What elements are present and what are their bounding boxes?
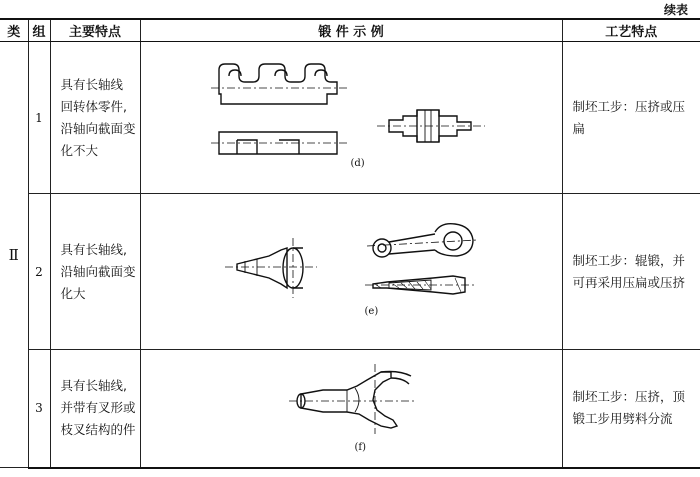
features-line: 沿轴向截面变 xyxy=(60,263,136,279)
process-line: 扁 xyxy=(572,120,586,136)
forging-figure-d xyxy=(141,42,563,194)
features-line: 并带有叉形或 xyxy=(60,400,136,416)
figure-label: (d) xyxy=(350,158,365,169)
features-line: 回转体零件, xyxy=(60,98,127,114)
example-cell xyxy=(140,194,562,350)
figure-label: (f) xyxy=(354,442,367,453)
table-row xyxy=(0,42,700,194)
process-line: 制坯工步：压挤，顶 xyxy=(572,389,686,405)
table-row xyxy=(0,194,700,350)
features-cell xyxy=(50,350,140,468)
features-line: 具有长轴线, xyxy=(60,241,127,257)
features-cell xyxy=(50,42,140,194)
forging-classification-table xyxy=(0,18,700,469)
process-line: 制坯工步：辊锻，并 xyxy=(572,252,686,268)
process-cell xyxy=(562,194,700,350)
features-line: 具有长轴线, xyxy=(60,378,127,394)
example-cell xyxy=(140,350,562,468)
features-line: 化不大 xyxy=(60,142,99,158)
group-cell: 3 xyxy=(28,350,50,468)
header-examples: 锻 件 示 例 xyxy=(140,19,562,42)
features-line: 枝叉结构的件 xyxy=(60,422,136,438)
forging-figure-f xyxy=(141,350,563,468)
header-category: 类 xyxy=(0,19,28,42)
process-line: 制坯工步：压挤或压 xyxy=(572,98,686,114)
header-group: 组 xyxy=(28,19,50,42)
features-line: 沿轴向截面变 xyxy=(60,120,136,136)
group-cell: 1 xyxy=(28,42,50,194)
table-row xyxy=(0,350,700,468)
group-cell: 2 xyxy=(28,194,50,350)
features-line: 具有长轴线 xyxy=(60,76,124,92)
features-cell xyxy=(50,194,140,350)
header-features: 主要特点 xyxy=(50,19,140,42)
header-process: 工艺特点 xyxy=(562,19,700,42)
figure-label: (e) xyxy=(364,306,379,317)
continued-label: 续表 xyxy=(663,3,688,17)
category-cell: Ⅱ xyxy=(0,42,28,468)
forging-figure-e xyxy=(141,194,563,350)
process-line: 锻工步用劈料分流 xyxy=(572,411,673,427)
table-header-row xyxy=(0,19,700,42)
example-cell xyxy=(140,42,562,194)
process-cell xyxy=(562,350,700,468)
process-line: 可再采用压扁或压挤 xyxy=(572,274,686,290)
process-cell xyxy=(562,42,700,194)
features-line: 化大 xyxy=(60,285,86,301)
